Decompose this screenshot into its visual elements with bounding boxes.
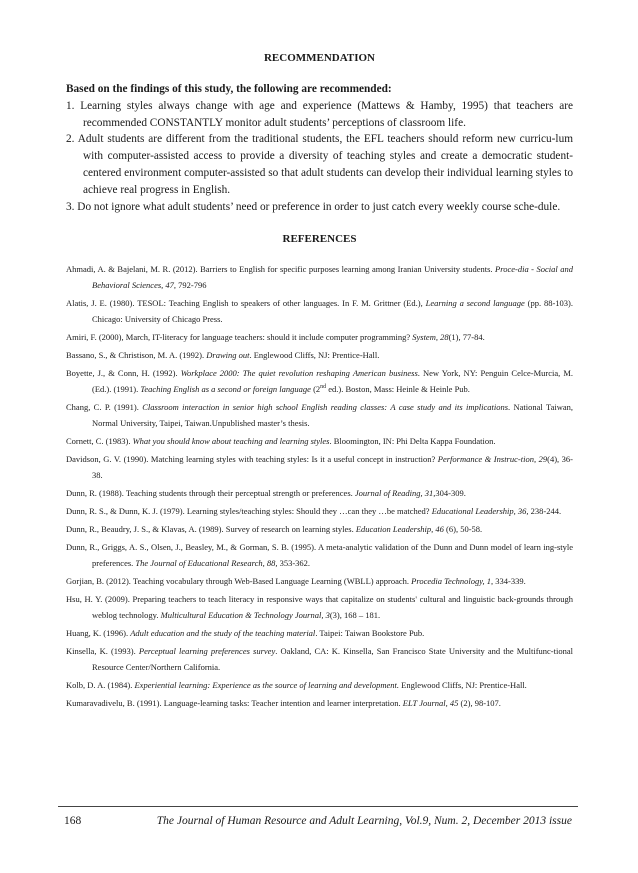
recommendation-item: 1. Learning styles always change with age and experience (Mattews & Hamby, 1995) that teachers are recommended CONSTANTLY monitor adult students’ perceptions of classroom life. — [66, 99, 573, 129]
reference-entry: Dunn, R., Beaudry, J. S., & Klavas, A. (1989). Survey of research on learning styles. Education Leadership, 46 (6), 50-58. — [66, 524, 483, 535]
reference-entry: Dunn, R. S., & Dunn, K. J. (1979). Learning styles/teaching styles: Should they …can they …be matched? Educational Leadership, 36, 238-244. — [66, 506, 562, 517]
journal-citation: The Journal of Human Resource and Adult Learning, Vol.9, Num. 2, December 2013 issue — [156, 815, 572, 827]
reference-entry: Dunn, R., Griggs, A. S., Olsen, J., Beasley, M., & Gorman, S. B. (1995). A meta-analytic validation of the Dunn and Dunn model of learn ing-style preferences. The Journal of Educational Research, 88, 353-362. — [66, 542, 573, 568]
page-body — [66, 52, 573, 715]
reference-entry: Bassano, S., & Christison, M. A. (1992). Drawing out. Englewood Cliffs, NJ: Prentice-Hall. — [66, 350, 380, 361]
reference-list — [66, 262, 573, 712]
references-heading: REFERENCES — [282, 233, 357, 246]
recommendation-item: 2. Adult students are different from the traditional students, the EFL teachers should reform new curricu-lum with computer-assisted access to provide a diversity of teaching styles and create a democratic student-centered environment computer-assisted so that adult students can develop their individual learning styles to achieve real progress in English. — [66, 133, 573, 196]
reference-entry: Kolb, D. A. (1984). Experiential learning: Experience as the source of learning and development. Englewood Cliffs, NJ: Prentice-Hall. — [66, 680, 527, 691]
reference-entry: Davidson, G. V. (1990). Matching learning styles with teaching styles: Is it a useful concept in instruction? Performance & Instruc-tion, 29(4), 36-38. — [66, 454, 574, 480]
reference-entry: Cornett, C. (1983). What you should know about teaching and learning styles. Bloomington, IN: Phi Delta Kappa Foundation. — [66, 435, 496, 446]
recommendation-item: 3. Do not ignore what adult students’ need or preference in order to just catch every weekly course sche-dule. — [66, 200, 561, 213]
reference-entry: Kumaravadivelu, B. (1991). Language-learning tasks: Teacher intention and learner interpretation. ELT Journal, 45 (2), 98-107. — [66, 698, 501, 709]
recommendation-list — [66, 98, 573, 216]
recommendation-intro: Based on the findings of this study, the following are recommended: — [66, 83, 392, 95]
reference-entry: Boyette, J., & Conn, H. (1992). Workplace 2000: The quiet revolution reshaping American business. New York, NY: Penguin Celce-Murcia, M. (Ed.). (1991). Teaching English as a second or foreign language (2nd ed.). Boston, Mass: Heinle & Heinle Pub. — [66, 368, 573, 394]
reference-entry: Alatis, J. E. (1980). TESOL: Teaching English to speakers of other languages. In F. M. Grittner (Ed.), Learning a second language (pp. 88-103). Chicago: University of Chicago Press. — [66, 298, 573, 324]
reference-entry: Huang, K. (1996). Adult education and the study of the teaching material. Taipei: Taiwan Bookstore Pub. — [66, 628, 425, 639]
page-footer — [58, 806, 578, 827]
reference-entry: Ahmadi, A. & Bajelani, M. R. (2012). Barriers to English for specific purposes learning among Iranian University students. Proce-dia - Social and Behavioral Sciences, 47, 792-796 — [66, 264, 574, 290]
reference-entry: Chang, C. P. (1991). Classroom interaction in senior high school English reading classes: A case study and its implications. National Taiwan, Normal University, Taipei, Taiwan.Unpublished master’s thesis. — [66, 402, 573, 428]
page-number: 168 — [64, 815, 82, 827]
reference-entry: Hsu, H. Y. (2009). Preparing teachers to teach literacy in responsive ways that capitalize on students' cultural and linguistic back-grounds through weblog technology. Multicultural Education & Technology Journal, 3(3), 168 – 181. — [66, 594, 573, 620]
reference-entry: Amiri, F. (2000), March, IT-literacy for language teachers: should it include computer programming? System, 28(1), 77-84. — [66, 331, 485, 342]
recommendation-heading: RECOMMENDATION — [263, 52, 375, 64]
reference-entry: Kinsella, K. (1993). Perceptual learning preferences survey. Oakland, CA: K. Kinsella, San Francisco State University and the Multifunc-tional Resource Center/Northern California. — [66, 646, 573, 672]
reference-entry: Gorjian, B. (2012). Teaching vocabulary through Web-Based Language Learning (WBLL) approach. Procedia Technology, 1, 334-339. — [66, 576, 526, 587]
reference-entry: Dunn, R. (1988). Teaching students through their perceptual strength or preferences. Journal of Reading, 31,304-309. — [66, 487, 466, 498]
